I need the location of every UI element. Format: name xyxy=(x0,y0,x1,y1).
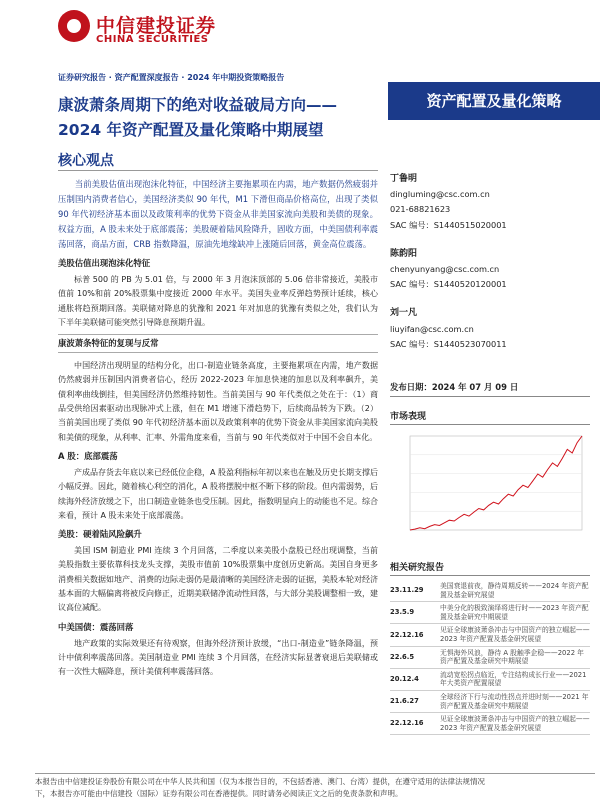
author-sac xyxy=(390,337,590,352)
subsection-body: 中国经济出现明显的结构分化，出口-制造业链条高度，主要拖累项在内需，地产数据仍然疲弱并压制国内消费者信心，经历 2022-2023 年加息快速的加息以及利率飙升，美债利率曲线倒挂，但美国经济仍然维持韧性。当前美国与 90 年代类似之处在于：（1）商品受供给因素驱动出现脉冲式上涨，但在 M1 增速下滑趋势下，后续商品转为下跌。（2）当前美国出现了类似 90 年代初经济基本面以及政策利率的优势下资金从非美国家流向美股和美债的现象，从利率、汇率、外需角度来看，当前与 90 年代类似对于中国不会自本化。 xyxy=(58,361,378,442)
sac-number: S1440520120001 xyxy=(433,279,507,290)
related-report-date: 22.12.16 xyxy=(390,719,424,728)
related-report-item[interactable] xyxy=(390,624,590,646)
related-report-title: 中美分化的极致演绎将进行时——2023 年资产配置及基金研究中期展望 xyxy=(440,604,589,621)
related-report-title: 见证全球康波萧条冲击与中国资产的独立崛起——2023 年资产配置及基金研究展望 xyxy=(440,715,590,732)
author-block xyxy=(390,168,590,352)
author-sac xyxy=(390,277,590,292)
author-sac xyxy=(390,218,590,233)
logo-english-name: CHINA SECURITIES xyxy=(96,34,209,45)
author-email[interactable]: liuyifan@csc.com.cn xyxy=(390,323,474,334)
logo-chinese-name: 中信建投证券 xyxy=(96,15,217,37)
sac-label: SAC 编号： xyxy=(390,219,434,230)
sac-number: S1440515020001 xyxy=(433,219,507,230)
intro-paragraph: 当前美股估值出现泡沫化特征，中国经济主要拖累项在内需，地产数据仍然疲弱并压制国内消费者信心，美国经济类似 90 年代，M1 下滑但商品价格高位，出现了类似 90 年代初经济基本面以及政策利率的优势下资金从非美国家流向美股和美债的现象。权益方面，A 股未来处于底部震荡；美股硬着陆风险降升，固收方面，中美国债利率震荡回落，商品方面，CRB 指数降温，原油先地缘缺冲上涨随后回落，黄金高位震荡。 xyxy=(58,179,378,249)
section-heading: 核心观点 xyxy=(58,153,114,169)
related-report-title: 流动宽松拐点临近，专注结构成长行业——2021 年大类资产配置展望 xyxy=(440,670,587,688)
sac-number: S1440523070011 xyxy=(433,338,507,349)
market-performance-chart xyxy=(390,428,590,546)
subsection-title: 康波萧条特征的复现与反常 xyxy=(58,334,378,353)
related-report-item[interactable] xyxy=(390,713,590,735)
author-phone: 021-68821623 xyxy=(390,204,451,215)
related-report-date: 20.12.4 xyxy=(390,675,419,684)
category-banner: 资产配置及量化策略 xyxy=(388,82,600,120)
related-report-item[interactable] xyxy=(390,580,590,602)
sac-label: SAC 编号： xyxy=(390,279,434,290)
related-report-title: 全球经济下行与流动性拐点并进时刻——2021 年资产配置及基金研究中期展望 xyxy=(440,692,589,710)
subsection-title: A 股：底部震荡 xyxy=(58,450,118,461)
publish-date xyxy=(390,381,590,397)
related-report-date: 23.11.29 xyxy=(390,586,424,595)
related-report-title: 见证全球康波萧条冲击与中国资产的独立崛起——2023 年资产配置及基金研究展望 xyxy=(440,626,590,643)
author-name: 刘一凡 xyxy=(390,308,418,319)
related-reports-heading: 相关研究报告 xyxy=(390,560,590,576)
report-title-line1: 康波萧条周期下的绝对收益破局方向—— xyxy=(58,96,338,114)
related-report-title: 美国衰退前夜，静待周期反转——2024 年资产配置及基金研究展望 xyxy=(440,582,589,599)
company-logo-icon xyxy=(58,10,90,42)
related-report-item[interactable] xyxy=(390,602,590,624)
disclaimer-line: 下，本报告亦可能由中信建投（国际）证券有限公司在香港提供。同时请务必阅读正文之后的免责条款和声明。 xyxy=(35,789,403,798)
subsection-title: 美股估值出现泡沫化特征 xyxy=(58,258,151,268)
related-report-date: 22.12.16 xyxy=(390,630,424,639)
chart-frame xyxy=(410,436,582,530)
subsection-body: 地产政策的实际效果还有待观察，但海外经济预计放缓，“出口-制造业”链条降温，预计中债利率震荡回落。美国制造业 PMI 连续 3 个月回落，在经济实际显著衰退后美联储或有一次性大幅降息，预计美债利率震荡回落。 xyxy=(58,638,378,677)
related-report-date: 22.6.5 xyxy=(390,652,415,661)
sac-label: SAC 编号： xyxy=(390,338,434,349)
author-name: 陈韵阳 xyxy=(390,248,418,259)
related-report-item[interactable] xyxy=(390,669,590,691)
main-content xyxy=(58,177,378,684)
subsection-title: 美股：硬着陆风险飙升 xyxy=(58,529,142,540)
market-performance-heading: 市场表现 xyxy=(390,409,590,425)
section-divider xyxy=(58,170,378,171)
report-title-line2: 2024 年资产配置及量化策略中期展望 xyxy=(58,121,324,139)
related-report-item[interactable] xyxy=(390,691,590,713)
related-report-date: 23.5.9 xyxy=(390,608,415,617)
chart-series-line xyxy=(410,436,582,530)
author-email[interactable]: dingluming@csc.com.cn xyxy=(390,189,490,200)
breadcrumb: 证券研究报告 · 资产配置深度报告 · 2024 年中期投资策略报告 xyxy=(58,73,285,82)
publish-date-value: 2024 年 07 月 09 日 xyxy=(431,382,519,392)
disclaimer-footer xyxy=(35,776,595,800)
author-name: 丁鲁明 xyxy=(390,174,418,184)
publish-date-label: 发布日期： xyxy=(390,382,432,392)
subsection-title: 中美国债：震荡回落 xyxy=(58,621,134,632)
subsection-body: 美国 ISM 制造业 PMI 连续 3 个月回落，二季度以来美股小盘股已经出现调整，当前美股指数主要依靠科技龙头支撑，美股市值前 10%股票集中度创历史新高。美国自身更多消费相关数据如地产、消费的边际走弱仍是最清晰的美国经济走弱的证据，美股本轮对经济基本面的大幅偏离将被反向修正，近期美联储净流动性回落，与大部分美股调整相一致，建议高位减配。 xyxy=(58,546,378,613)
footer-divider xyxy=(35,773,595,774)
subsection-body: 产成品存货去年底以来已经低位企稳，A 股盈利指标年初以来也在触及历史长期支撑后小幅反弹。因此，随着核心利空的消化，A 股将摆脱中枢不断下移的阶段。但内需弱势，后续海外经济放缓之下，出口制造业链条也受压制。因此，指数明显向上的动能也不足。综合来看，预计 A 股未来处于底部震荡。 xyxy=(58,467,379,520)
related-report-date: 21.6.27 xyxy=(390,697,419,706)
related-report-title: 无惧海外风浪，静待 A 股触季企稳——2022 年资产配置及基金研究中期展望 xyxy=(440,648,584,666)
disclaimer-line: 本报告由中信建投证券股份有限公司在中华人民共和国（仅为本报告目的，不包括香港、澳门、台湾）提供，在遵守适用的法律法规情况 xyxy=(35,777,485,786)
author-email[interactable]: chenyunyang@csc.com.cn xyxy=(390,264,500,275)
subsection-body: 标普 500 的 PB 为 5.01 倍，与 2000 年 3 月泡沫顶部的 5.06 倍非常接近，美股市值前 10%和前 20%股票集中度接近 2000 年水平。美国失业率反弹趋势预计延续，核心通胀将趋预期回落。美联储对降息的犹豫和 2021 年对加息的犹豫有类似之处，我们认为下半年美联储可能突然引导降息预期升温。 xyxy=(58,275,378,327)
related-report-item[interactable] xyxy=(390,647,590,669)
related-reports-list xyxy=(390,580,590,735)
